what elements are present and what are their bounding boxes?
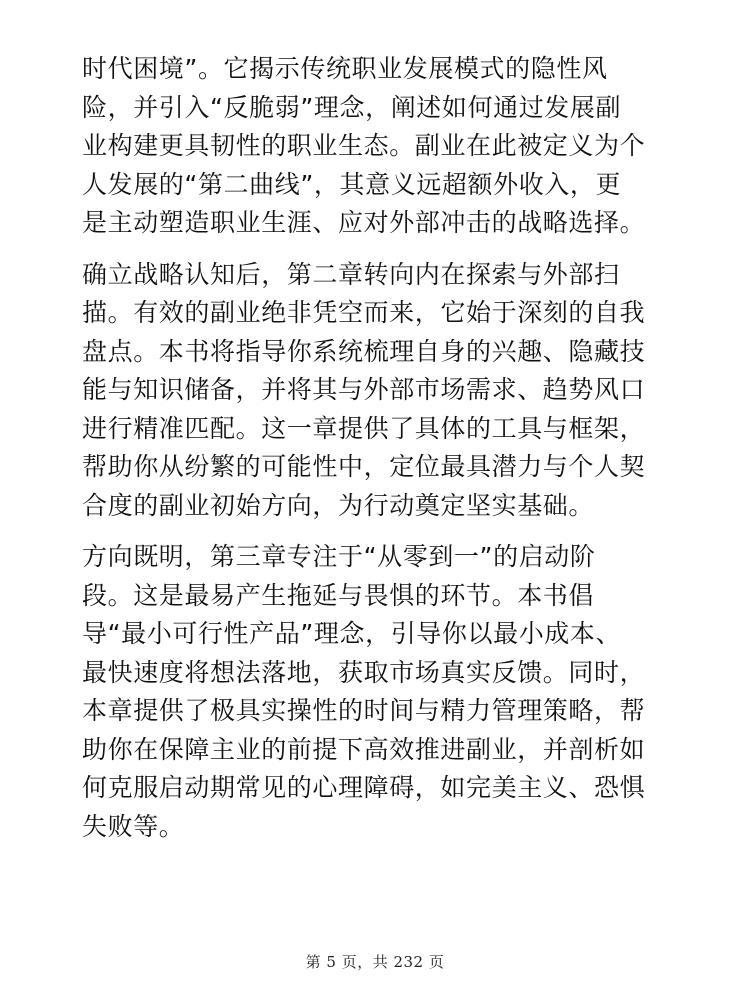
text-line: 何克服启动期常见的心理障碍，如完美主义、恐惧 xyxy=(82,773,646,802)
text-line: 是主动塑造职业生涯、应对外部冲击的战略选择。 xyxy=(82,208,646,237)
text-line: 描。有效的副业绝非凭空而来，它始于深刻的自我 xyxy=(82,298,646,327)
text-line: 段。这是最易产生拖延与畏惧的环节。本书倡 xyxy=(82,580,595,610)
text-line: 进行精准匹配。这一章提供了具体的工具与框架， xyxy=(82,413,646,443)
text-line: 能与知识储备，并将其与外部市场需求、趋势风口 xyxy=(82,375,646,404)
body-text xyxy=(82,50,682,859)
text-line: 确立战略认知后，第二章转向内在探索与外部扫 xyxy=(82,259,620,289)
paragraph-1 xyxy=(82,50,682,243)
paragraph-3 xyxy=(82,538,682,846)
text-line: 失败等。 xyxy=(82,811,185,841)
text-line: 最快速度将想法落地，获取市场真实反馈。同时， xyxy=(82,657,646,687)
paragraph-2 xyxy=(82,256,682,526)
text-line: 帮助你从纷繁的可能性中，定位最具潜力与个人契 xyxy=(82,452,646,481)
text-line: 导“最小可行性产品”理念，引导你以最小成本、 xyxy=(82,619,622,648)
text-line: 人发展的“第二曲线”，其意义远超额外收入，更 xyxy=(82,169,622,199)
text-line: 助你在保障主业的前提下高效推进副业，并剖析如 xyxy=(82,734,646,764)
text-line: 合度的副业初始方向，为行动奠定坚实基础。 xyxy=(82,490,595,520)
text-line: 本章提供了极具实操性的时间与精力管理策略，帮 xyxy=(82,696,646,725)
text-line: 方向既明，第三章专注于“从零到一”的启动阶 xyxy=(82,542,596,571)
text-line: 时代困境”。它揭示传统职业发展模式的隐性风 xyxy=(82,54,608,83)
text-line: 业构建更具韧性的职业生态。副业在此被定义为个 xyxy=(82,131,646,160)
text-line: 盘点。本书将指导你系统梳理自身的兴趣、隐藏技 xyxy=(82,336,646,366)
text-line: 险，并引入“反脆弱”理念，阐述如何通过发展副 xyxy=(82,92,622,122)
page-number-footer: 第 5 页，共 232 页 xyxy=(305,953,445,971)
